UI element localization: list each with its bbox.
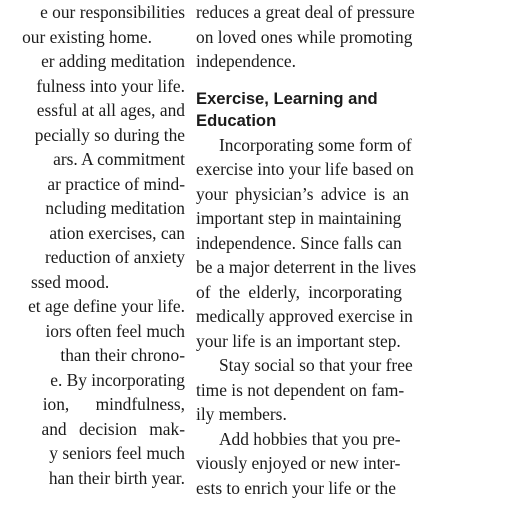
left-line-11: reduction of anxiety [44,247,185,267]
left-line-12: ssed mood. [31,271,110,292]
left-line-15: than their chrono- [60,345,185,365]
left-line-13: et age define your life. [28,296,185,316]
right-body-line-14: viously enjoyed or new inter- [196,453,401,473]
right-body-line-13: Add hobbies that you pre- [219,428,401,449]
right-body-line-7: of the elderly, incorporating [196,281,402,302]
right-top-line-1: reduces a great deal of pressure [196,2,415,22]
right-body-line-1: Incorporating some form of [219,134,412,155]
left-line-9: ncluding meditation [45,198,185,218]
left-text-column [0,0,185,490]
left-line-14: iors often feel much [45,320,185,341]
right-top-line-3: independence. [196,51,296,71]
left-line-8: ar practice of mind- [47,173,185,194]
right-body-line-2: exercise into your life based on [196,159,414,179]
right-body-line-6: be a major deterrent in the lives [196,257,417,277]
left-line-16: e. By incorporating [50,369,185,390]
left-line-6: pecially so during the [34,124,185,145]
section-heading-line-1: Exercise, Learning and [196,88,378,108]
left-line-20: han their birth year. [48,467,185,488]
left-line-3: er adding meditation [41,51,185,71]
left-line-19: y seniors feel much [49,443,185,463]
section-heading [196,88,459,132]
right-body-line-15: ests to enrich your life or the [196,477,396,498]
right-body-line-12: ily members. [196,404,287,424]
left-line-18: and decision mak- [41,418,185,439]
left-line-17: ion, mindfulness, [42,394,185,414]
right-body-line-5: independence. Since falls can [196,232,402,253]
right-body-line-9: your life is an important step. [196,330,401,351]
right-body-line-11: time is not dependent on fam- [196,379,405,400]
right-top-line-2: on loved ones while promoting [196,26,413,47]
left-line-5: essful at all ages, and [36,100,185,120]
section-heading-line-2: Education [196,110,277,130]
right-body-line-4: important step in maintaining [196,208,402,228]
left-line-2: our existing home. [22,26,152,47]
left-line-10: ation exercises, can [49,222,185,243]
right-body-line-8: medically approved exercise in [196,306,413,326]
right-body-line-3: your physician’s advice is an [196,183,409,204]
right-text-column [196,0,459,500]
left-line-7: ars. A commitment [53,149,185,169]
right-body-line-10: Stay social so that your free [219,355,413,375]
left-line-4: fulness into your life. [36,75,185,96]
left-line-1: e our responsibilities [40,2,185,22]
